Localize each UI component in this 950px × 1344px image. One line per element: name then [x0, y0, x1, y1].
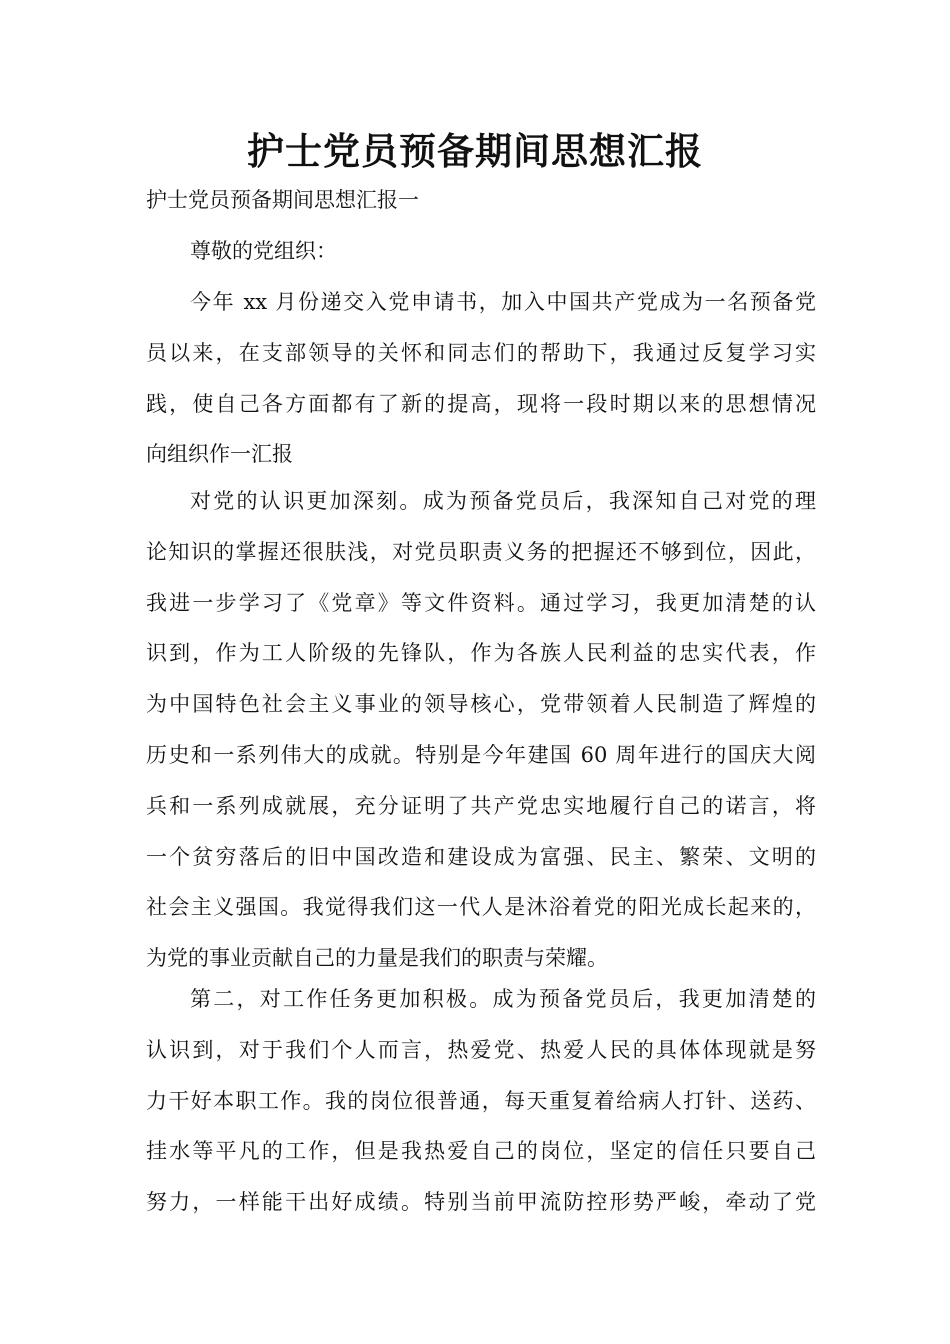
paragraph-line: 为中国特色社会主义事业的领导核心，党带领着人民制造了辉煌的: [146, 692, 816, 717]
paragraph-line: 第二，对工作任务更加积极。成为预备党员后，我更加清楚的: [190, 987, 816, 1011]
paragraph-line: 历史和一系列伟大的成就。特别是今年建国 60 周年进行的国庆大阅: [146, 742, 816, 767]
paragraph-line: 对党的认识更加深刻。成为预备党员后，我深知自己对党的理: [190, 489, 816, 513]
paragraph-line: 兵和一系列成就展，充分证明了共产党忠实地履行自己的诺言，将: [146, 793, 816, 818]
paragraph-line: 一个贫穷落后的旧中国改造和建设成为富强、民主、繁荣、文明的: [146, 844, 816, 869]
salutation: 尊敬的党组织：: [190, 239, 337, 263]
paragraph-line: 为党的事业贡献自己的力量是我们的职责与荣耀。: [146, 946, 608, 971]
paragraph-1: [146, 285, 816, 488]
paragraph-line: 社会主义强国。我觉得我们这一代人是沐浴着党的阳光成长起来的，: [146, 895, 816, 920]
paragraph-2: [146, 484, 816, 992]
paragraph-line: 挂水等平凡的工作，但是我热爱自己的岗位，坚定的信任只要自己: [146, 1139, 816, 1164]
paragraph-line: 认识到，对于我们个人而言，热爱党、热爱人民的具体体现就是努: [146, 1037, 816, 1062]
paragraph-line: 我进一步学习了《党章》等文件资料。通过学习，我更加清楚的认: [146, 590, 816, 615]
paragraph-line: 践，使自己各方面都有了新的提高，现将一段时期以来的思想情况: [146, 391, 816, 416]
paragraph-line: 努力，一样能干出好成绩。特别当前甲流防控形势严峻，牵动了党: [146, 1190, 816, 1215]
document-title: 护士党员预备期间思想汇报: [247, 130, 703, 173]
paragraph-line: 员以来，在支部领导的关怀和同志们的帮助下，我通过反复学习实: [146, 340, 816, 365]
paragraph-3: [146, 982, 816, 1236]
paragraph-line: 今年 xx 月份递交入党申请书，加入中国共产党成为一名预备党: [190, 290, 816, 314]
paragraph-line: 向组织作一汇报: [146, 442, 293, 467]
paragraph-line: 力干好本职工作。我的岗位很普通，每天重复着给病人打针、送药、: [146, 1088, 816, 1113]
paragraph-line: 论知识的掌握还很肤浅，对党员职责义务的把握还不够到位，因此，: [146, 539, 816, 564]
paragraph-line: 识到，作为工人阶级的先锋队，作为各族人民利益的忠实代表，作: [146, 641, 816, 666]
document-subtitle: 护士党员预备期间思想汇报一: [146, 188, 419, 212]
